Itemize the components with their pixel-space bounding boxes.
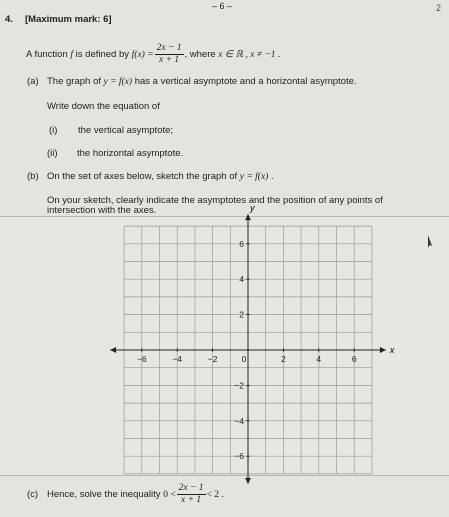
part-a-i-label: (i) [49, 125, 58, 136]
x-tick-label: 4 [316, 354, 322, 364]
corner-mark: 2 [436, 3, 442, 13]
part-a-i-text: the vertical asymptote; [78, 125, 174, 136]
x-axis-arrow-left [110, 347, 116, 353]
part-c-fraction [177, 483, 206, 506]
question-number: 4. [5, 14, 13, 25]
part-b-line-3: intersection with the axes. [47, 205, 157, 216]
part-c-lhs: 0 < [163, 490, 176, 501]
x-axis-label: x [389, 345, 395, 355]
intro-text-2: is defined by [73, 49, 132, 61]
part-b-text [47, 171, 274, 182]
part-c-numerator: 2x − 1 [178, 483, 204, 493]
intro-line [26, 43, 280, 66]
part-a-ii-text: the horizontal asymptote. [77, 148, 184, 159]
part-c-denominator: x + 1 [181, 495, 202, 505]
part-a-instruction: Write down the equation of [47, 101, 160, 112]
part-b-text-1: On the set of axes below, sketch the graph of [47, 171, 240, 182]
part-a-text-2: has a vertical asymptote and a horizontal asymptote. [132, 76, 357, 87]
y-tick-label: 4 [239, 274, 244, 285]
intro-f: f [70, 50, 74, 61]
y-tick-label: −2 [234, 380, 244, 391]
intro-text-3: , where [184, 49, 219, 61]
page-number: – 6 – [212, 1, 233, 11]
intro-fx: f(x) = [131, 50, 154, 61]
part-a-ii-label: (ii) [47, 148, 58, 159]
part-c-text [47, 483, 224, 506]
part-c-text-1: Hence, solve the inequality [47, 489, 164, 501]
intro-numerator: 2x − 1 [156, 43, 182, 53]
y-axis-arrow-down [245, 478, 251, 484]
axes [110, 214, 386, 484]
part-c-label: (c) [27, 489, 39, 500]
y-tick-label: −4 [234, 415, 244, 426]
max-marks: [Maximum mark: 6] [25, 14, 112, 25]
part-a-label: (a) [27, 76, 39, 87]
intro-denominator: x + 1 [158, 55, 180, 65]
x-tick-label: −2 [207, 354, 218, 364]
part-a-text [47, 76, 357, 87]
intro-fraction [155, 43, 184, 66]
part-a-eq: y = f(x) [103, 77, 133, 87]
cursor-icon [428, 235, 432, 248]
part-a-text-1: The graph of [47, 76, 104, 87]
x-tick-label: 2 [281, 354, 286, 364]
intro-domain: x ∈ ℝ , x ≠ −1 . [218, 50, 281, 61]
x-tick-label: −4 [172, 354, 183, 364]
x-axis-arrow-right [380, 347, 386, 353]
y-tick-label: 2 [239, 309, 244, 320]
intro-text-1: A function [26, 49, 71, 61]
y-axis-arrow-up [245, 214, 251, 220]
part-b-label: (b) [27, 171, 39, 182]
y-tick-label: −6 [234, 451, 244, 462]
y-tick-label: 6 [239, 238, 244, 249]
x-tick-label: 0 [241, 354, 247, 364]
x-tick-label: −6 [136, 354, 147, 364]
part-c-rhs: < 2 . [206, 490, 224, 501]
x-tick-label: 6 [351, 354, 357, 364]
part-b-line-2: On your sketch, clearly indicate the asymptotes and the position of any points of [47, 195, 383, 206]
part-b-eq: y = f(x) [239, 172, 269, 182]
y-axis-label: y [250, 203, 255, 214]
part-b-text-2: . [268, 171, 274, 182]
